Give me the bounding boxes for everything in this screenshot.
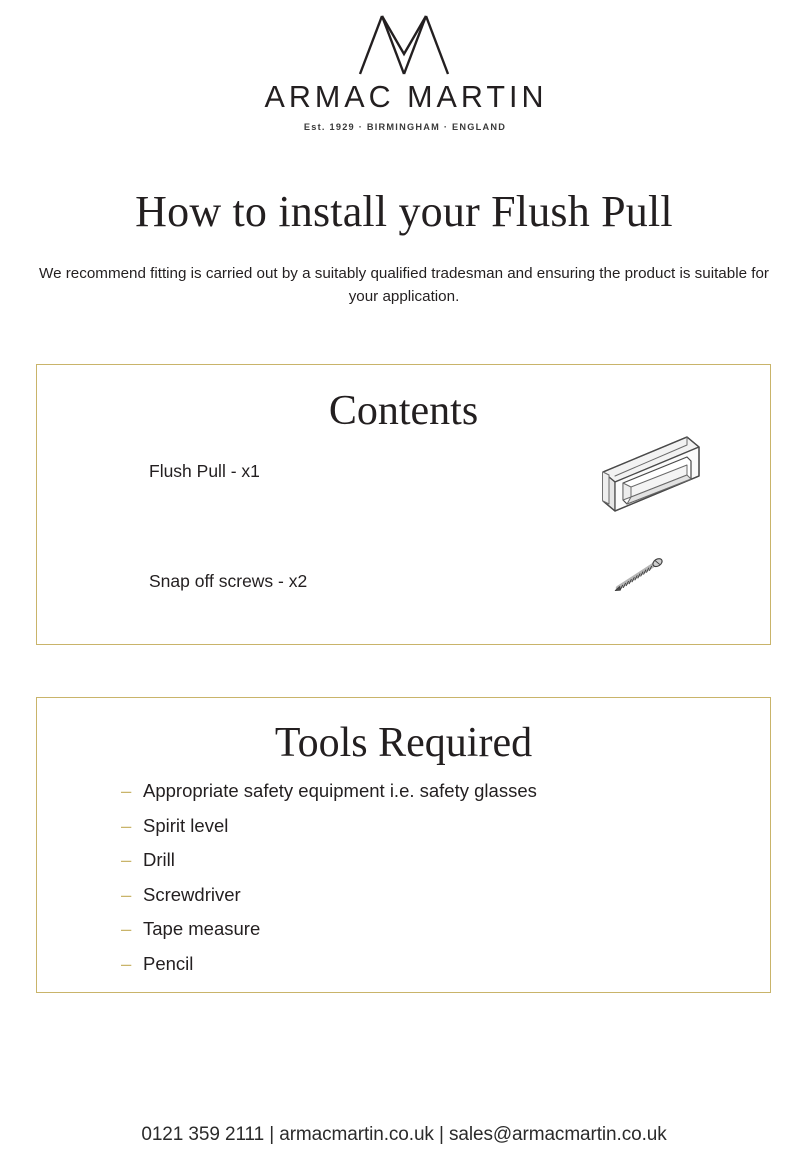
page-subtitle: We recommend fitting is carried out by a suitably qualified tradesman and ensuring the product is suitable for your application. [39, 265, 769, 306]
tools-list-item-label: Drill [143, 849, 175, 870]
contents-section [36, 364, 771, 645]
tools-required-heading: Tools Required [274, 720, 533, 766]
dash-bullet-icon: – [121, 780, 132, 801]
tools-list [121, 774, 537, 981]
tools-list-item-label: Pencil [143, 952, 194, 974]
screw-illustration [609, 557, 671, 595]
dash-bullet-icon: – [121, 883, 132, 905]
contents-item-label: Flush Pull - x1 [149, 461, 260, 481]
tools-list-item-label: Spirit level [143, 814, 229, 836]
dash-bullet-icon: – [121, 849, 132, 870]
tools-list-item-label: Appropriate safety equipment i.e. safety glasses [143, 780, 537, 801]
tools-list-item [121, 809, 537, 844]
tools-required-section [36, 697, 771, 993]
tools-list-item-label: Screwdriver [143, 883, 241, 905]
page-title: How to install your Flush Pull [135, 187, 673, 237]
tools-list-item [121, 878, 537, 913]
tools-list-item [121, 843, 537, 878]
dash-bullet-icon: – [121, 814, 132, 836]
contents-heading: Contents [328, 388, 479, 434]
armac-martin-logo-mark [352, 14, 456, 76]
brand-tagline: Est. 1929 · BIRMINGHAM · ENGLAND [303, 121, 507, 132]
tools-list-item [121, 912, 537, 947]
brand-header [0, 14, 808, 132]
footer-contact-line: 0121 359 2111 | armacmartin.co.uk | sales@armacmartin.co.uk [141, 1124, 667, 1145]
dash-bullet-icon: – [121, 952, 132, 974]
tools-list-item [121, 774, 537, 809]
flush-pull-illustration [587, 431, 707, 535]
tools-list-item [121, 947, 537, 982]
dash-bullet-icon: – [121, 918, 132, 939]
contents-item-label: Snap off screws - x2 [149, 571, 308, 591]
brand-wordmark: ARMAC MARTIN [264, 80, 548, 114]
tools-list-item-label: Tape measure [143, 918, 261, 939]
